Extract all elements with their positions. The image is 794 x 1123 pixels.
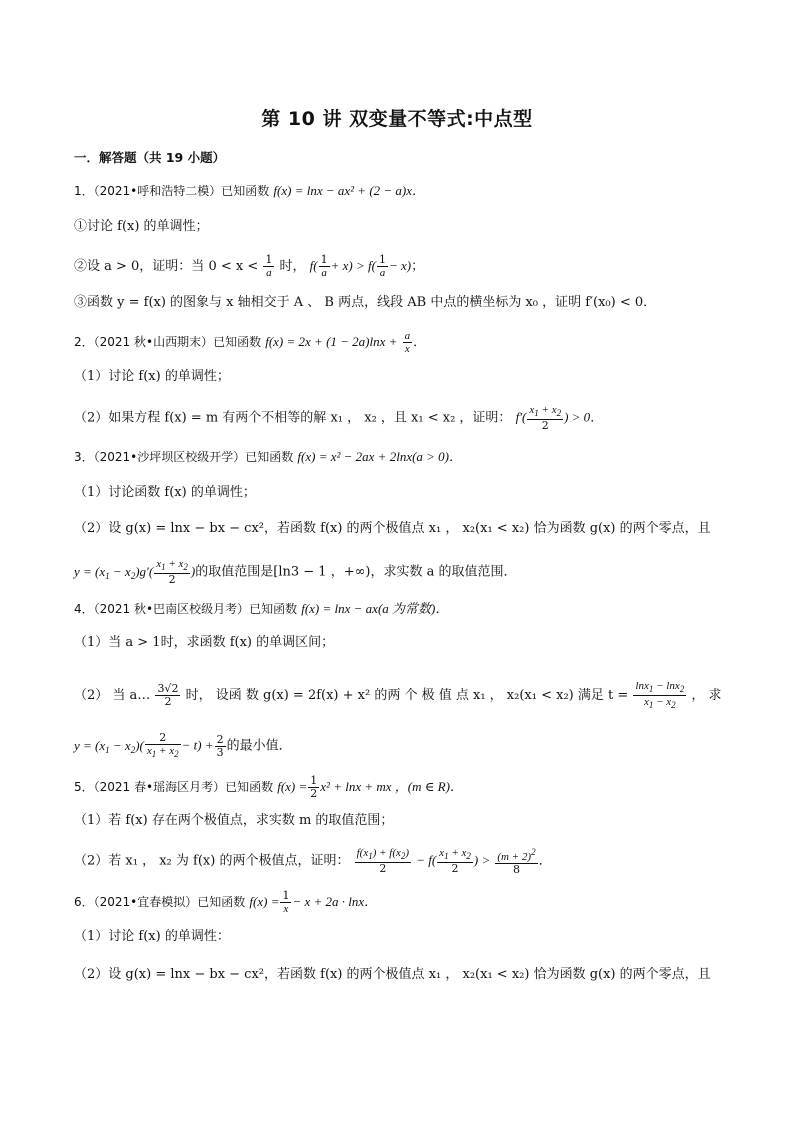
q4-intro: 4．（2021 秋•巴南区校级月考）已知函数 f(x) = lnx − ax(a 为常数)． <box>74 601 449 616</box>
q2-intro: 2．（2021 秋•山西期末）已知函数 f(x) = 2x + (1 − 2a)lnx + $\frac{a}{x}$ ． <box>74 330 427 355</box>
q3-part3: $y = (x_1 - x_2)g'$( $\frac{x_1 + x_2}{2}$ )的取值范围是[ln3 − 1 ，+∞)，求实数 a 的取值范围． <box>74 558 517 586</box>
q5-intro: 5．（2021 春•瑶海区月考）已知函数 f(x) = $\frac{1}{2}$ x² + lnx + mx ，(m ∈ R)． <box>74 774 463 800</box>
q1-part1: ①讨论 f(x) 的单调性； <box>74 219 209 234</box>
q1-part2: ②设 a > 0，证明：当 0 < x < $\frac{1}{a}$ 时， f( $\frac{1}{a}$ + x) > f( $\frac{1}{a}$ − x)； <box>74 253 425 279</box>
q3-part1: （1）讨论函数 f(x) 的单调性； <box>74 485 256 500</box>
q1-part3: ③函数 y = f(x) 的图象与 x 轴相交于 A 、 B 两点，线段 AB 中点的横坐标为 x₀ ，证明 f′(x₀) < 0． <box>74 295 657 310</box>
q3-part2: （2）设 g(x) = lnx − bx − cx²，若函数 f(x) 的两个极值点 x₁ ， x₂(x₁ < x₂) 恰为函数 g(x) 的两个零点，且 <box>74 521 711 536</box>
q4-part3: $y = (x_1 - x_2)$( $\frac{2}{x_1 + x_2}$ − t) + $\frac{2}{3}$ 的最小值． <box>74 731 292 759</box>
q5-part1: （1）若 f(x) 存在两个极值点，求实数 m 的取值范围； <box>74 813 394 828</box>
section-heading: 一．解答题（共 19 小题） <box>74 150 226 165</box>
q2-part1: （1）讨论 f(x) 的单调性； <box>74 369 230 384</box>
q2-part2: （2）如果方程 f(x) = m 有两个不相等的解 x₁ ， x₂ ，且 x₁ < x₂ ，证明： f′( $\frac{x_1 + x_2}{2}$ ) > 0． <box>74 404 604 432</box>
q6-part1: （1）讨论 f(x) 的单调性： <box>74 929 230 944</box>
q5-part2: （2）若 x₁ ， x₂ 为 f(x) 的两个极值点，证明： $\frac{f(x_1) + f(x_2)}{2}$ − f( $\frac{x_1 + x_2}{2}$ ) > $\frac{(m + 2)^2}{8}$ ． <box>74 847 552 876</box>
q4-part1: （1）当 a > 1时，求函数 f(x) 的单调区间； <box>74 635 335 650</box>
q3-intro: 3．（2021•沙坪坝区校级开学）已知函数 f(x) = x² − 2ax + 2lnx(a > 0)． <box>74 449 463 464</box>
q6-part2: （2）设 g(x) = lnx − bx − cx²，若函数 f(x) 的两个极值点 x₁ ， x₂(x₁ < x₂) 恰为函数 g(x) 的两个零点，且 <box>74 967 711 982</box>
q1-intro: 1．（2021•呼和浩特二模）已知函数 f(x) = lnx − ax² + (2 − a)x． <box>74 183 426 198</box>
q4-part2: （2） 当 a… $\frac{3√2}{2}$ 时， 设函 数 g(x) = 2f(x) + x² 的两 个 极 值 点 x₁ ， x₂(x₁ < x₂) 满足 t = $\frac{\ln x_1 - \ln x_2}{x_1 - x_2}$ ， 求 <box>74 680 722 710</box>
page-title: 第 10 讲 双变量不等式:中点型 <box>261 108 533 130</box>
q6-intro: 6．（2021•宜春模拟）已知函数 f(x) = $\frac{1}{x}$ − x + 2a · lnx． <box>74 889 378 915</box>
